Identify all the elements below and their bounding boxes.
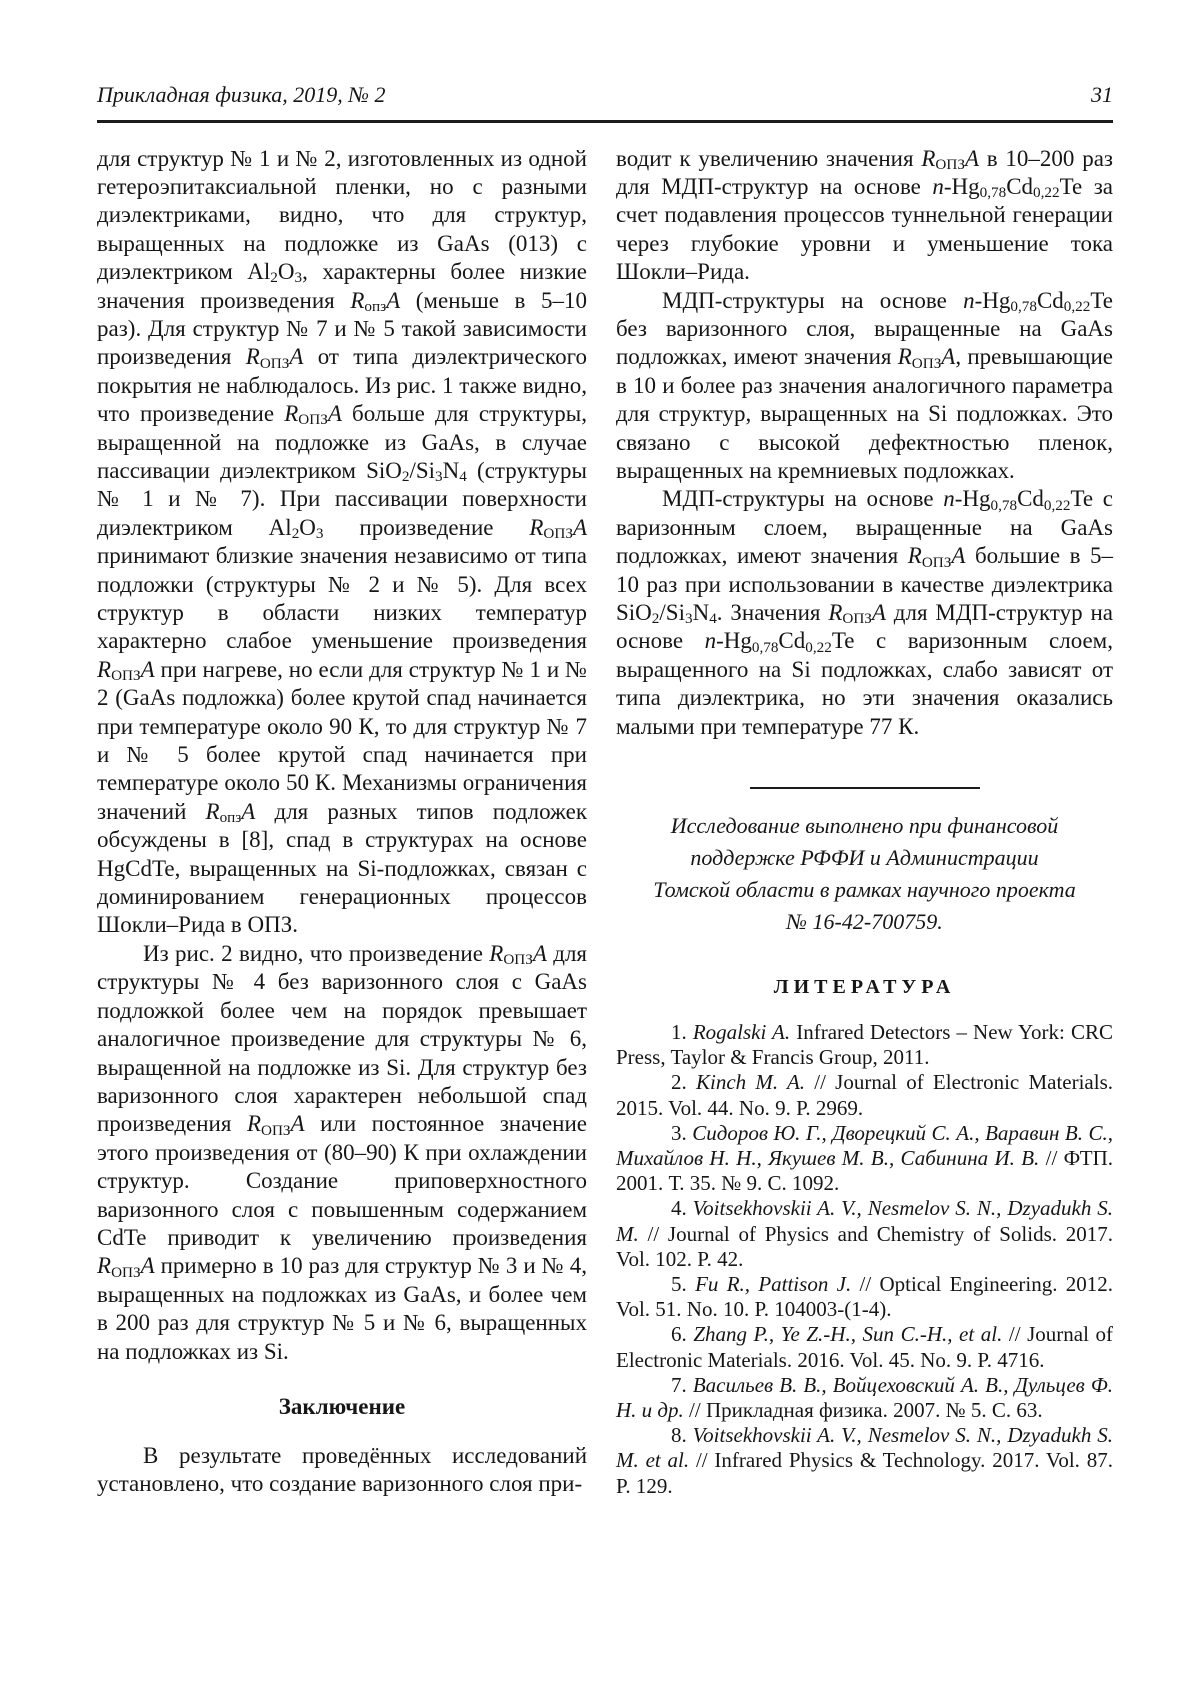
acknowledgement-line: поддержке РФФИ и Администрации — [690, 845, 1039, 871]
body-paragraph: для структур № 1 и № 2, изготовленных из одной гетероэпитаксиальной пленки, но с разными диэлектриками, видно, что для структур, выращенных на подложке из GaAs (013) с диэлектриком Al2O3, характерны более низкие значения произведения RопзA (меньше в 5–10 раз). Для структур № 7 и № 5 такой зависимости произведения RОПЗA от типа диэлектрического покрытия не наблюдалось. Из рис. 1 также видно, что произведение RОПЗA больше для структуры, выращенной на подложке из GaAs, в случае пассивации диэлектриком SiO2/Si3N4 (структуры № 1 и № 7). При пассивации поверхности диэлектриком Al2O3 произведение RОПЗA принимают близкие значения независимо от типа подложки (структуры № 2 и № 5). Для всех структур в области низких температур характерно слабое уменьшение произведения RОПЗA при нагреве, но если для структур № 1 и № 2 (GaAs подложка) более крутой спад начинается при температуре около 90 К, то для структур № 7 и № 5 более крутой спад начинается при температуре около 50 К. Механизмы ограничения значений RопзA для разных типов подложек обсуждены в [8], спад в структурах на основе HgCdTe, выращенных на Si-подложках, связан с доминированием генерационных процессов Шокли–Рида в ОПЗ. — [97, 145, 588, 938]
body-paragraph: МДП-структуры на основе n-Hg0,78Cd0,22Te без варизонного слоя, выращенные на GaAs подложках, имеют значения RОПЗA, превышающие в 10 и более раз значения аналогичного параметра для структур, выращенных на Si подложках. Это связано с высокой дефектностью пленок, выращенных на кремниевых подложках. — [616, 287, 1113, 483]
acknowledgement-line: № 16-42-700759. — [786, 909, 943, 935]
conclusion-heading: Заключение — [278, 1393, 406, 1419]
conclusion-paragraph: В результате проведённых исследований установлено, что создание варизонного слоя при- — [97, 1442, 587, 1497]
reference-item: 7. Васильев В. В., Войцеховский А. В., Дульцев Ф. Н. и др. // Прикладная физика. 2007. № 5. С. 63. — [616, 1372, 1114, 1423]
acknowledgement-line: Исследование выполнено при финансовой — [670, 813, 1059, 839]
acknowledgement — [616, 810, 1113, 938]
reference-item: 3. Сидоров Ю. Г., Дворецкий С. А., Варавин В. С., Михайлов Н. Н., Якушев М. В., Сабинина И. В. // ФТП. 2001. Т. 35. № 9. С. 1092. — [616, 1120, 1113, 1196]
reference-item: 2. Kinch M. A. // Journal of Electronic Materials. 2015. Vol. 44. No. 9. P. 2969. — [616, 1070, 1114, 1120]
journal-title: Прикладная физика, 2019, № 2 — [97, 82, 386, 107]
reference-item: 6. Zhang P., Ye Z.-H., Sun C.-H., et al. // Journal of Electronic Materials. 2016. Vol. 45. No. 9. P. 4716. — [616, 1322, 1114, 1372]
acknowledgement-line: Томской области в рамках научного проекта — [653, 877, 1076, 903]
references-list — [616, 1020, 1113, 1499]
reference-item: 1. Rogalski A. Infrared Detectors – New York: CRC Press, Taylor & Francis Group, 2011. — [616, 1020, 1113, 1070]
reference-item: 8. Voitsekhovskii A. V., Nesmelov S. N., Dzyadukh S. M. et al. // Infrared Physics & Technology. 2017. Vol. 87. P. 129. — [616, 1423, 1113, 1498]
body-paragraph: водит к увеличению значения RОПЗA в 10–200 раз для МДП-структур на основе n-Hg0,78Cd0,22Te за счет подавления процессов туннельной генерации через глубокие уровни и уменьшение тока Шокли–Рида. — [616, 145, 1113, 285]
body-paragraph: Из рис. 2 видно, что произведение RОПЗA для структуры № 4 без варизонного слоя с GaAs подложкой более чем на порядок превышает аналогичное произведение для структуры № 6, выращенной на подложке из Si. Для структур без варизонного слоя характерен небольшой спад произведения RОПЗA или постоянное значение этого произведения от (80–90) К при охлаждении структур. Создание приповерхностного варизонного слоя с повышенным содержанием CdTe приводит к увеличению произведения RОПЗA примерно в 10 раз для структур № 3 и № 4, выращенных на подложках из GaAs, и более чем в 200 раз для структур № 5 и № 6, выращенных на подложках из Si. — [97, 940, 587, 1364]
page-number: 31 — [1091, 82, 1113, 107]
acknowledgement-divider — [750, 787, 980, 789]
literature-heading: ЛИТЕРАТУРА — [773, 976, 956, 999]
header-rule — [97, 120, 1113, 123]
reference-item: 5. Fu R., Pattison J. // Optical Engineering. 2012. Vol. 51. No. 10. P. 104003-(1-4). — [616, 1272, 1114, 1322]
right-column — [616, 145, 1113, 1499]
reference-item: 4. Voitsekhovskii A. V., Nesmelov S. N., Dzyadukh S. M. // Journal of Physics and Chemistry of Solids. 2017. Vol. 102. P. 42. — [616, 1196, 1113, 1271]
left-column — [97, 145, 587, 1499]
body-paragraph: МДП-структуры на основе n-Hg0,78Cd0,22Te с варизонным слоем, выращенные на GaAs подложках, имеют значения RОПЗA большие в 5–10 раз при использовании в качестве диэлектрика SiO2/Si3N4. Значения RОПЗA для МДП-структур на основе n-Hg0,78Cd0,22Te с варизонным слоем, выращенного на Si подложках, слабо зависят от типа диэлектрика, но эти значения оказались малыми при температуре 77 К. — [616, 486, 1114, 739]
page-header — [97, 82, 1113, 108]
two-column-layout — [97, 145, 1113, 1499]
